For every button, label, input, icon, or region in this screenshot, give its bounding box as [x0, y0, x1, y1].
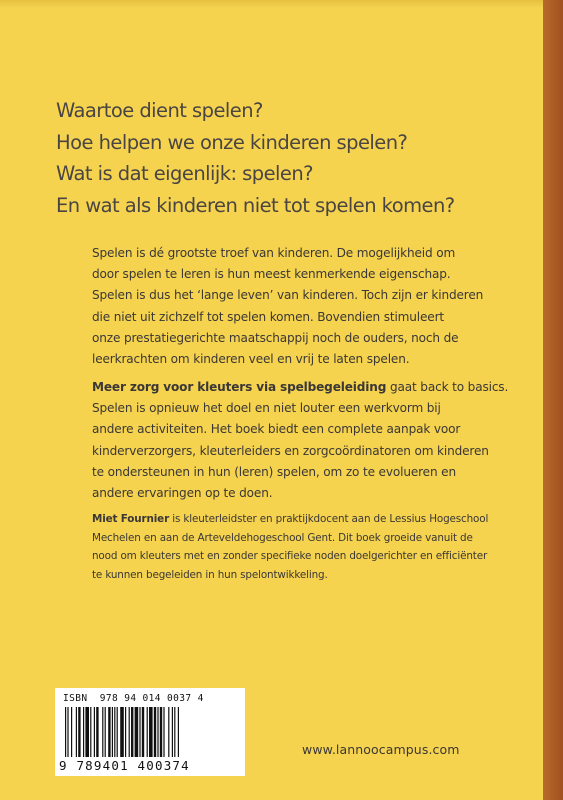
barcode-bar — [102, 707, 103, 757]
barcode-bar — [172, 707, 173, 757]
book-spine-edge — [543, 0, 563, 800]
intro-line: door spelen te leren is hun meest kenmerkende eigenschap. — [92, 267, 451, 282]
barcode-bar — [76, 707, 77, 757]
barcode-bar — [160, 707, 162, 757]
author-bio — [92, 510, 532, 584]
barcode-bar — [67, 707, 68, 757]
description-line: Spelen is opnieuw het doel en niet louter een werkvorm bij — [92, 401, 441, 416]
barcode-bar — [139, 707, 140, 757]
description-line: andere activiteiten. Het boek biedt een complete aanpak voor — [92, 422, 461, 437]
intro-line: die niet uit zichzelf tot spelen komen. Bovendien stimuleert — [92, 309, 445, 324]
barcode-bar — [108, 707, 110, 757]
question-3: Wat is dat eigenlijk: spelen? — [56, 162, 313, 185]
barcode-bar — [114, 707, 115, 757]
barcode-bar — [96, 707, 98, 757]
barcode-bar — [154, 707, 156, 757]
barcode-bar — [147, 707, 148, 757]
barcode-bar — [83, 707, 84, 757]
description-line: te ondersteunen in hun (leren) spelen, om zo te evolueren en — [92, 464, 456, 479]
intro-line: Spelen is dus het ‘lange leven’ van kinderen. Toch zijn er kinderen — [92, 288, 484, 303]
top-edge-shade — [0, 0, 543, 8]
intro-line: Spelen is dé grootste troef van kinderen. De mogelijkheid om — [92, 246, 456, 260]
intro-line: leerkrachten om kinderen veel en vrij te laten spelen. — [92, 352, 410, 367]
question-2: Hoe helpen we onze kinderen spelen? — [56, 130, 408, 154]
barcode-bar — [142, 707, 144, 757]
barcode-bar — [131, 707, 133, 757]
bio-line: nood om kleuters met en zonder specifieke noden doelgerichter en efficiënter — [92, 550, 488, 563]
barcode-bar — [112, 707, 113, 757]
bio-line: is kleuterleidster en praktijkdocent aan de Lessius Hogeschool — [169, 513, 489, 525]
author-name: Miet Fournier — [92, 513, 170, 525]
question-list — [56, 95, 455, 221]
barcode-bar — [174, 707, 175, 757]
description-line: kinderverzorgers, kleuterleiders en zorgcoördinatoren om kinderen — [92, 443, 489, 458]
barcode-bar — [117, 707, 118, 757]
publisher-website: www.lannoocampus.com — [302, 742, 460, 757]
intro-paragraph — [92, 243, 522, 370]
bio-line: te kunnen begeleiden in hun spelontwikkeling. — [92, 568, 328, 581]
barcode-bar — [71, 707, 72, 757]
barcode-bar — [157, 707, 158, 757]
barcode-bar — [90, 707, 91, 757]
barcode-bar — [94, 707, 95, 757]
isbn-label: ISBN 978 94 014 0037 4 — [63, 693, 204, 704]
isbn-barcode — [55, 688, 245, 776]
barcode-bar — [65, 707, 66, 757]
barcode-digits: 9 789401 400374 — [59, 758, 190, 773]
barcode-bar — [120, 707, 124, 757]
bio-line: Mechelen en aan de Arteveldehogeschool Gent. Dit boek groeide vanuit de — [92, 531, 473, 544]
barcode-bar — [129, 707, 130, 757]
description-line: andere ervaringen op te doen. — [92, 486, 273, 501]
question-4: En wat als kinderen niet tot spelen komen? — [56, 193, 455, 217]
barcode-bar — [105, 707, 106, 757]
barcode-bar — [125, 707, 126, 757]
barcode-bar — [85, 707, 89, 757]
barcode-bar — [178, 707, 179, 757]
barcode-bar — [163, 707, 164, 757]
description-line: gaat back to basics. — [386, 380, 509, 394]
book-description-paragraph — [92, 377, 522, 504]
barcode-bars — [65, 707, 237, 759]
question-1: Waartoe dient spelen? — [56, 99, 263, 122]
barcode-bar — [135, 707, 139, 757]
barcode-bar — [78, 707, 80, 757]
intro-line: onze prestatiegerichte maatschappij noch de ouders, noch de — [92, 330, 459, 345]
barcode-bar — [149, 707, 153, 757]
book-title-bold: Meer zorg voor kleuters via spelbegeleiding — [92, 380, 387, 394]
barcode-bar — [168, 707, 169, 757]
